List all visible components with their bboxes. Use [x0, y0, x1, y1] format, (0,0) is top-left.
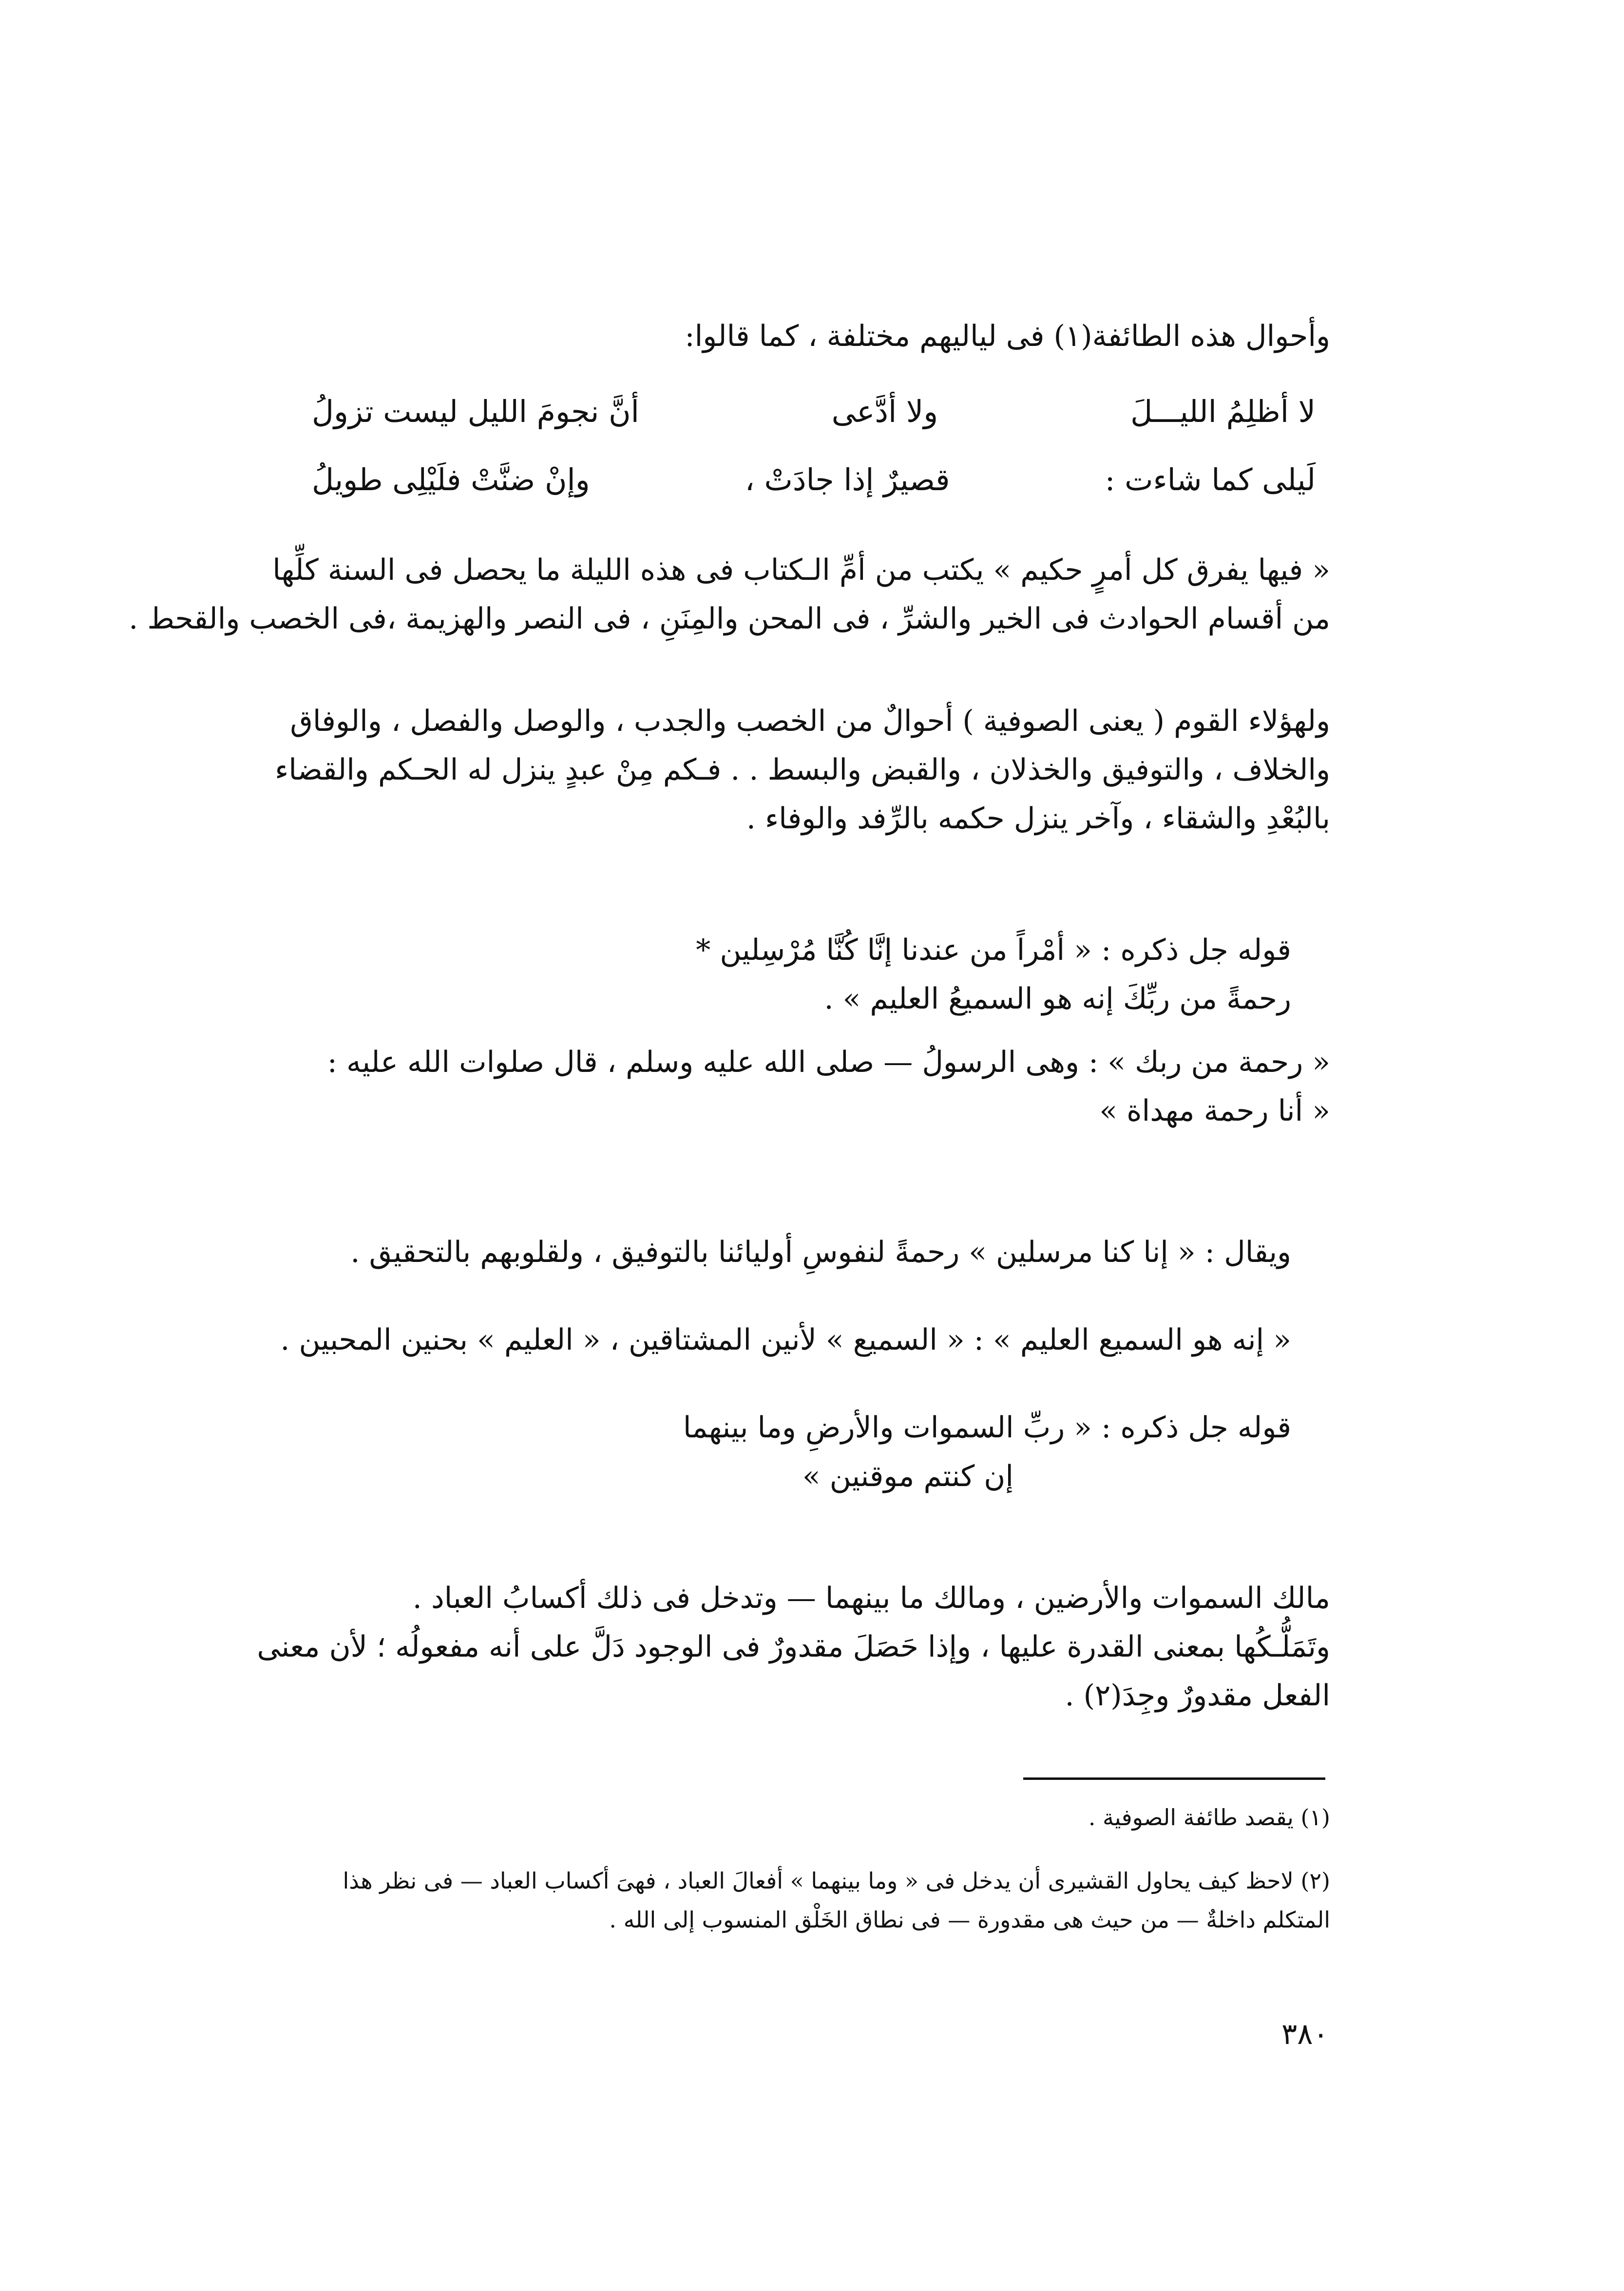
verse2-part3: وإنْ ضنَّتْ فلَيْلِى طويلُ [312, 462, 590, 497]
para6-line: الفعل مقدورٌ وجِدَ(٢) . [1065, 1679, 1330, 1713]
verse-a-line: رحمةً من ربِّكَ إنه هو السميعُ العليم » . [824, 982, 1291, 1016]
para4-text: ويقال : « إنا كنا مرسلين » رحمةً لنفوسِ أوليائنا بالتوفيق ، ولقلوبهم بالتحقيق . [350, 1235, 1291, 1269]
quran-verse-a [278, 926, 1330, 1023]
verse1-part2: ولا أدَّعى [831, 394, 938, 429]
para2-line: بالبُعْدِ والشقاء ، وآخر ينزل حكمه بالرِّفد والوفاء . [746, 802, 1330, 836]
page-number: ٣٨٠ [1281, 2017, 1329, 2051]
quran-verse-b [278, 1403, 1330, 1501]
footnote-separator [1023, 1777, 1325, 1780]
paragraph-6 [257, 1574, 1330, 1720]
paragraph-3 [278, 1038, 1330, 1135]
verse1-part1: لا أظلِمُ الليـــلَ [1130, 394, 1316, 429]
intro-text: وأحوال هذه الطائفة(١) فى لياليهم مختلفة ، كما قالوا: [685, 319, 1330, 353]
verse-b-line: قوله جل ذكره : « ربِّ السموات والأرضِ وما بينهما [683, 1411, 1291, 1445]
paragraph-4 [278, 1228, 1330, 1277]
para3-line: « رحمة من ربك » : وهى الرسولُ — صلى الله عليه وسلم ، قال صلوات الله عليه : [327, 1045, 1330, 1079]
poem-verse-1 [312, 385, 1316, 439]
para1-line: « فيها يفرق كل أمرٍ حكيم » يكتب من أمِّ الـكتاب فى هذه الليلة ما يحصل فى السنة كلِّها [272, 553, 1330, 587]
poem-verse-2 [312, 453, 1316, 507]
verse2-part2: قصيرٌ إذا جادَتْ ، [745, 462, 950, 497]
intro-line [278, 312, 1330, 361]
verse-a-line: قوله جل ذكره : « أمْراً من عندنا إنَّا كُنَّا مُرْسِلين * [696, 933, 1291, 967]
para1-line: من أقسام الحوادث فى الخير والشرِّ ، فى المحن والمِنَنِ ، فى النصر والهزيمة ،فى الخصب والقحط . [129, 602, 1330, 636]
paragraph-1 [129, 546, 1330, 643]
footnote2-line: (٢) لاحظ كيف يحاول القشيرى أن يدخل فى « وما بينهما » أفعالَ العباد ، فهىَ أكساب العباد — فى نظر هذا [343, 1868, 1330, 1894]
para6-line: مالك السموات والأرضين ، ومالك ما بينهما — وتدخل فى ذلك أكسابُ العباد . [412, 1581, 1330, 1615]
para2-line: والخلاف ، والتوفيق والخذلان ، والقبض والبسط . . فـكم مِنْ عبدٍ ينزل له الحـكم والقضاء [275, 753, 1330, 787]
verse1-part3: أنَّ نجومَ الليل ليست تزولُ [312, 394, 639, 429]
para5-text: « إنه هو السميع العليم » : « السميع » لأنين المشتاقين ، « العليم » بحنين المحبين . [280, 1323, 1291, 1357]
footnote1-text: (١) يقصد طائفة الصوفية . [1088, 1804, 1330, 1831]
footnote2-line: المتكلم داخلةٌ — من حيث هى مقدورة — فى نطاق الخَلْق المنسوب إلى الله . [609, 1907, 1330, 1933]
para2-line: ولهؤلاء القوم ( يعنى الصوفية ) أحوالٌ من الخصب والجدب ، والوصل والفصل ، والوفاق [290, 704, 1330, 738]
footnote-2 [278, 1861, 1330, 1939]
para6-line: وتَمَلُّـكُها بمعنى القدرة عليها ، وإذا حَصَلَ مقدورٌ فى الوجود دَلَّ على أنه مفعولُه ؛ لأن معنى [257, 1630, 1330, 1664]
footnote-1 [278, 1798, 1330, 1837]
paragraph-2 [275, 697, 1330, 843]
verse-b-line: إن كنتم موقنين » [802, 1459, 1013, 1493]
para3-line: « أنا رحمة مهداة » [1099, 1094, 1330, 1128]
verse2-part1: لَيلى كما شاءت : [1105, 462, 1316, 497]
paragraph-5 [278, 1316, 1330, 1364]
